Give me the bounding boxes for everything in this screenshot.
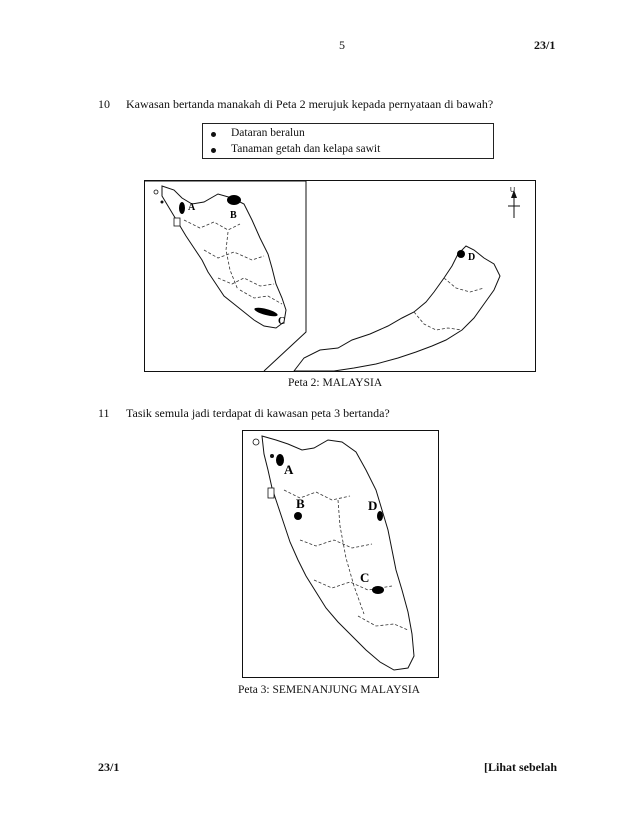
map2-label-c: C bbox=[278, 316, 286, 327]
statement-text: Tanaman getah dan kelapa sawit bbox=[231, 143, 381, 155]
q11-number: 11 bbox=[98, 406, 110, 420]
map3-label-c: C bbox=[360, 570, 370, 585]
q10-text: Kawasan bertanda manakah di Peta 2 merujuk kepada pernyataan di bawah? bbox=[126, 97, 494, 111]
map2-label-b: B bbox=[230, 210, 237, 221]
compass-label: U bbox=[510, 187, 516, 194]
map3-label-b: B bbox=[296, 496, 305, 511]
map2-label-d: D bbox=[468, 252, 476, 263]
map2-region-d bbox=[457, 250, 465, 258]
bullet-icon bbox=[211, 132, 216, 137]
statement-text: Dataran beralun bbox=[231, 127, 305, 139]
map-malaysia bbox=[144, 180, 536, 372]
q11-text: Tasik semula jadi terdapat di kawasan peta 3 bertanda? bbox=[126, 406, 390, 420]
statement-item bbox=[231, 143, 380, 155]
map3-region-b bbox=[294, 512, 302, 520]
paper-code: 23/1 bbox=[534, 38, 556, 52]
map3-region-a bbox=[276, 454, 284, 466]
map-peninsula bbox=[242, 430, 439, 678]
bullet-icon bbox=[211, 148, 216, 153]
map3-label-d: D bbox=[368, 498, 378, 513]
next-page-note: [Lihat sebelah bbox=[484, 760, 558, 774]
map3-region-c bbox=[372, 586, 384, 594]
map2-region-b bbox=[227, 195, 241, 205]
statement-box bbox=[202, 123, 494, 159]
map3-region-d bbox=[377, 511, 383, 521]
map3-label-a: A bbox=[284, 462, 294, 477]
map2-caption: Peta 2: MALAYSIA bbox=[288, 377, 383, 389]
footer-code: 23/1 bbox=[98, 760, 120, 774]
map3-caption: Peta 3: SEMENANJUNG MALAYSIA bbox=[238, 684, 420, 696]
map2-region-a bbox=[179, 202, 185, 214]
page-number: 5 bbox=[339, 38, 345, 52]
map2-label-a: A bbox=[188, 202, 196, 213]
statement-item bbox=[231, 127, 305, 139]
q10-number: 10 bbox=[98, 97, 110, 111]
